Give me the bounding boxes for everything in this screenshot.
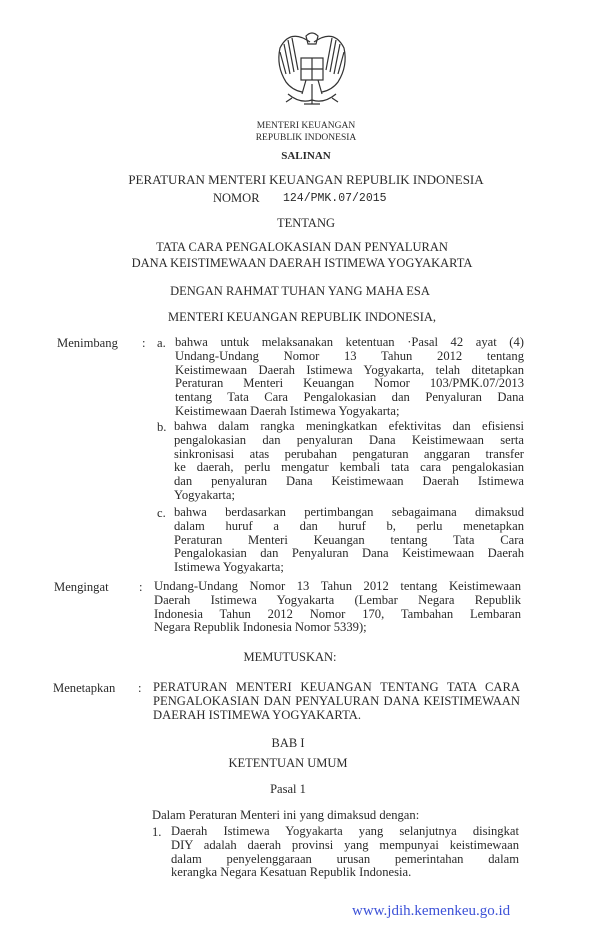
- mengingat-text: [154, 580, 521, 635]
- subject-line-2: DANA KEISTIMEWAAN DAERAH ISTIMEWA YOGYAKARTA: [131, 256, 473, 270]
- text-line: pengalokasian dan penyaluran Dana Keistimewaan serta: [174, 432, 524, 447]
- number-label: NOMOR: [213, 191, 260, 205]
- text-line: Pengalokasian dan Penyaluran Dana Keistimewaan Daerah: [174, 546, 524, 561]
- text-line: Indonesia Tahun 2012 Nomor 170, Tambahan Lembaran: [154, 606, 521, 621]
- source-url-link[interactable]: www.jdih.kemenkeu.go.id: [352, 903, 511, 919]
- chapter-title: KETENTUAN UMUM: [228, 756, 348, 770]
- text-line: Yogyakarta;: [174, 487, 235, 502]
- definition-1: [171, 825, 519, 880]
- copy-label: SALINAN: [281, 150, 331, 162]
- menimbang-colon: :: [142, 336, 146, 350]
- text-line: Istimewa Yogyakarta;: [174, 560, 284, 575]
- text-line: tentang Tata Cara Pengalokasian dan Penyaluran Dana: [175, 390, 524, 405]
- item-marker-b: b.: [157, 420, 167, 434]
- text-line: Undang-Undang Nomor 13 Tahun 2012 tentang: [175, 348, 524, 363]
- menetapkan-text: [153, 681, 520, 722]
- ministry-line-2: REPUBLIK INDONESIA: [255, 133, 357, 143]
- text-line: PERATURAN MENTERI KEUANGAN TENTANG TATA CARA: [153, 680, 520, 694]
- subject-line-1: TATA CARA PENGALOKASIAN DAN PENYALURAN: [156, 240, 448, 254]
- article-intro: Dalam Peraturan Menteri ini yang dimaksud dengan:: [152, 808, 420, 822]
- item-marker-a: a.: [157, 336, 166, 350]
- text-line: Keistimewaan Daerah Istimewa Yogyakarta, telah ditetapkan: [175, 362, 524, 377]
- text-line: DIY adalah daerah provinsi yang mempunyai keistimewaan: [171, 837, 519, 852]
- number-value: 124/PMK.07/2015: [283, 192, 387, 205]
- menetapkan-label: Menetapkan: [53, 681, 116, 695]
- chapter-number: BAB I: [271, 736, 305, 750]
- text-line: Peraturan Menteri Keuangan Nomor 103/PMK.07/2013: [175, 376, 524, 391]
- text-line: Daerah Istimewa Yogyakarta yang selanjutnya disingkat: [171, 824, 519, 838]
- text-line: Negara Republik Indonesia Nomor 5339);: [154, 620, 367, 635]
- invocation: DENGAN RAHMAT TUHAN YANG MAHA ESA: [170, 284, 430, 298]
- menetapkan-colon: :: [138, 681, 142, 695]
- text-line: PENGALOKASIAN DAN PENYALURAN DANA KEISTIMEWAAN: [153, 693, 520, 708]
- text-line: Keistimewaan Daerah Istimewa Yogyakarta;: [175, 403, 400, 418]
- article-number: Pasal 1: [270, 782, 306, 796]
- text-line: bahwa berdasarkan pertimbangan sebagaimana dimaksud: [174, 505, 524, 519]
- text-line: sinkronisasi atas perubahan pengaturan anggaran transfer: [174, 446, 524, 461]
- regulation-title: PERATURAN MENTERI KEUANGAN REPUBLIK INDONESIA: [128, 172, 484, 187]
- menimbang-item-a: [175, 336, 524, 419]
- ministry-line-1: MENTERI KEUANGAN: [256, 121, 356, 131]
- text-line: kerangka Negara Kesatuan Republik Indonesia.: [171, 865, 412, 880]
- text-line: ke daerah, perlu mengatur kembali tata cara pengalokasian: [174, 460, 524, 475]
- mengingat-colon: :: [139, 580, 143, 594]
- about-label: TENTANG: [276, 216, 335, 230]
- text-line: Peraturan Menteri Keuangan tentang Tata Cara: [174, 532, 524, 547]
- text-line: dan penyaluran Dana Keistimewaan Daerah Istimewa: [174, 474, 524, 489]
- menimbang-item-c: [174, 506, 524, 575]
- text-line: Undang-Undang Nomor 13 Tahun 2012 tentang Keistimewaan: [154, 579, 521, 593]
- text-line: bahwa dalam rangka meningkatkan efektivitas dan efisiensi: [174, 419, 524, 433]
- definition-marker-1: 1.: [152, 825, 162, 839]
- menimbang-item-b: [174, 420, 524, 503]
- text-line: DAERAH ISTIMEWA YOGYAKARTA.: [153, 707, 362, 722]
- item-marker-c: c.: [157, 506, 166, 520]
- issuer: MENTERI KEUANGAN REPUBLIK INDONESIA,: [167, 310, 437, 324]
- decision-label: MEMUTUSKAN:: [243, 650, 337, 664]
- text-line: Daerah Istimewa Yogyakarta (Lembar Negara Republik: [154, 592, 521, 607]
- text-line: bahwa untuk melaksanakan ketentuan ·Pasal 42 ayat (4): [175, 335, 524, 349]
- menimbang-label: Menimbang: [57, 336, 118, 350]
- garuda-emblem-icon: [272, 28, 352, 112]
- text-line: dalam penyelenggaraan urusan pemerintahan dalam: [171, 851, 519, 866]
- mengingat-label: Mengingat: [54, 580, 109, 594]
- text-line: dalam huruf a dan huruf b, perlu menetapkan: [174, 518, 524, 533]
